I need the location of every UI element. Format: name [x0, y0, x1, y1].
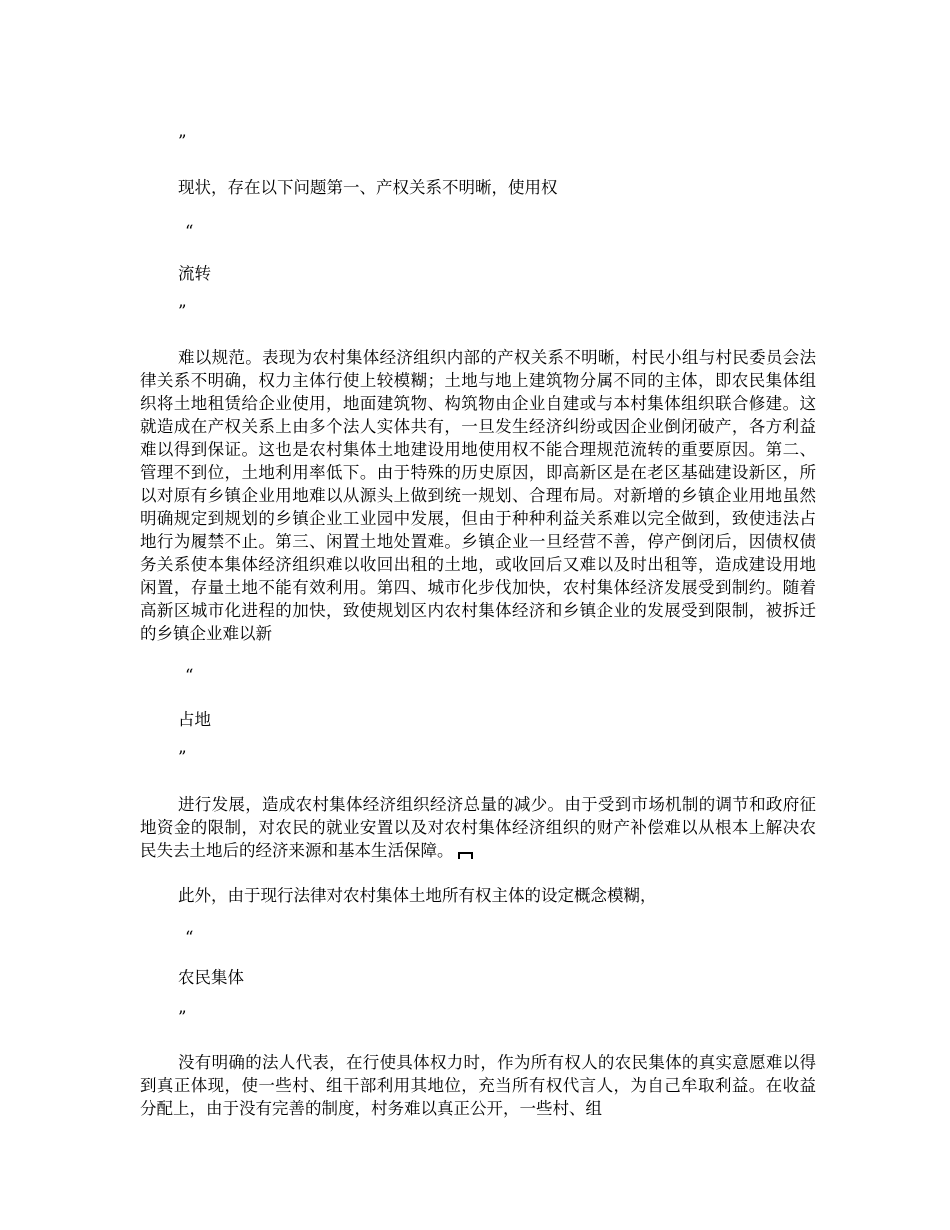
paragraph-line: 此外，由于现行法律对农村集体土地所有权主体的设定概念模糊， [178, 886, 657, 905]
bracket-mark-icon [458, 852, 473, 859]
opening-quote-mark: “ [185, 222, 194, 241]
body-paragraph-text: 进行发展，造成农村集体经济组织经济总量的减少。由于受到市场机制的调节和政府征地资金的限制，对农民的就业安置以及对农村集体经济组织的财产补偿难以从根本上解决农民失去土地后的经济来源和基本生活保障。 [140, 795, 816, 860]
closing-quote-mark: ” [178, 132, 187, 151]
opening-quote-mark: “ [185, 666, 194, 685]
opening-quote-mark: “ [185, 928, 194, 947]
quoted-term: 流转 [178, 264, 211, 283]
paragraph-line: 现状，存在以下问题第一、产权关系不明晰，使用权 [178, 178, 558, 197]
body-paragraph: 难以规范。表现为农村集体经济组织内部的产权关系不明晰，村民小组与村民委员会法律关系不明确，权力主体行使上较模糊；土地与地上建筑物分属不同的主体，即农民集体组织将土地租赁给企业使用，地面建筑物、构筑物由企业自建或与本村集体组织联合修建。这就造成在产权关系上由多个法人实体共有，一旦发生经济纠纷或因企业倒闭破产，各方利益难以得到保证。这也是农村集体土地建设用地使用权不能合理规范流转的重要原因。第二、管理不到位，土地利用率低下。由于特殊的历史原因，即高新区是在老区基础建设新区，所以对原有乡镇企业用地难以从源头上做到统一规划、合理布局。对新增的乡镇企业用地虽然明确规定到规划的乡镇企业工业园中发展，但由于种种利益关系难以完全做到，致使违法占地行为履禁不止。第三、闲置土地处置难。乡镇企业一旦经营不善，停产倒闭后，因债权债务关系使本集体经济组织难以收回出租的土地，或收回后又难以及时出租等，造成建设用地闲置，存量土地不能有效利用。第四、城市化步伐加快，农村集体经济发展受到制约。随着高新区城市化进程的加快，致使规划区内农村集体经济和乡镇企业的发展受到限制，被拆迁的乡镇企业难以新 [140, 348, 816, 643]
closing-quote-mark: ” [178, 748, 187, 767]
body-paragraph: 没有明确的法人代表，在行使具体权力时，作为所有权人的农民集体的真实意愿难以得到真正体现，使一些村、组干部利用其地位，充当所有权代言人，为自己牟取利益。在收益分配上，由于没有完善的制度，村务难以真正公开，一些村、组 [140, 1053, 816, 1118]
quoted-term: 占地 [178, 710, 211, 729]
quoted-term: 农民集体 [178, 968, 244, 987]
closing-quote-mark: ” [178, 302, 187, 321]
body-paragraph [140, 793, 816, 862]
closing-quote-mark: ” [178, 1008, 187, 1027]
